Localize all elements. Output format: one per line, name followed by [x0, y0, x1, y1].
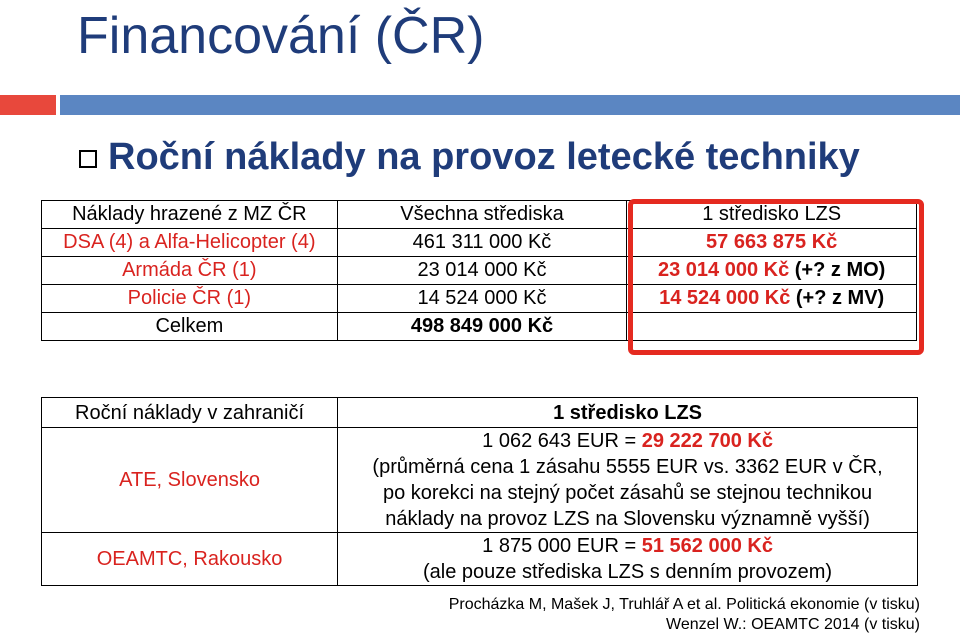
- table-row: [42, 533, 918, 586]
- oeamtc-line-2: (ale pouze střediska LZS s denním provozem): [423, 561, 833, 583]
- row-label: Armáda ČR (1): [42, 257, 338, 285]
- slide-subtitle: Roční náklady na provoz letecké techniky: [108, 136, 860, 178]
- total-label: Celkem: [42, 313, 338, 341]
- row-label: DSA (4) a Alfa-Helicopter (4): [42, 229, 338, 257]
- one-center-note: (+? z MV): [790, 287, 885, 309]
- header-cell: Všechna střediska: [337, 201, 627, 229]
- header-cell: 1 středisko LZS: [338, 398, 918, 428]
- ate-czk-value: 29 222 700 Kč: [641, 430, 773, 452]
- highlight-frame: [628, 199, 924, 355]
- oeamtc-detail-cell: [338, 533, 918, 586]
- all-centers-value: 461 311 000 Kč: [337, 229, 627, 257]
- all-centers-value: 14 524 000 Kč: [337, 285, 627, 313]
- one-center-note: (+? z MO): [789, 259, 886, 281]
- citation-line-2: Wenzel W.: OEAMTC 2014 (v tisku): [666, 616, 920, 633]
- citation-line-1: Procházka M, Mašek J, Truhlář A et al. Politická ekonomie (v tisku): [448, 596, 920, 613]
- total-all-value: 498 849 000 Kč: [337, 313, 627, 341]
- oeamtc-line-1: [338, 533, 917, 559]
- accent-bar-blue: [60, 95, 960, 115]
- ate-line-2: (průměrná cena 1 zásahu 5555 EUR vs. 3362 EUR v ČR,: [372, 456, 883, 478]
- header-cell: 1 středisko LZS: [627, 201, 917, 229]
- all-centers-value: 23 014 000 Kč: [337, 257, 627, 285]
- table-row: [42, 428, 918, 533]
- row-label: OEAMTC, Rakousko: [42, 533, 338, 586]
- ate-detail-cell: [338, 428, 918, 533]
- one-center-value: 23 014 000 Kč: [657, 259, 790, 281]
- citation: [449, 595, 920, 635]
- table-header-row: [42, 398, 918, 428]
- ate-line-3: po korekci na stejný počet zásahů se stejnou technikou: [382, 482, 873, 504]
- row-label: ATE, Slovensko: [42, 428, 338, 533]
- ate-line-4: náklady na provoz LZS na Slovensku významně vyšší): [385, 508, 870, 530]
- square-bullet-icon: [79, 150, 97, 168]
- ate-line-1: [338, 428, 917, 454]
- accent-bar-red: [0, 95, 56, 115]
- header-cell: Náklady hrazené z MZ ČR: [42, 201, 338, 229]
- foreign-costs-table: [41, 397, 918, 586]
- ate-eur-value: 1 062 643 EUR =: [482, 430, 642, 452]
- one-center-value: 14 524 000 Kč: [659, 287, 791, 309]
- page-title: Financování (ČR): [77, 7, 485, 65]
- one-center-value: 57 663 875 Kč: [706, 231, 838, 253]
- row-label: Policie ČR (1): [42, 285, 338, 313]
- oeamtc-czk-value: 51 562 000 Kč: [641, 535, 773, 557]
- oeamtc-eur-value: 1 875 000 EUR =: [482, 535, 642, 557]
- header-cell: Roční náklady v zahraničí: [42, 398, 338, 428]
